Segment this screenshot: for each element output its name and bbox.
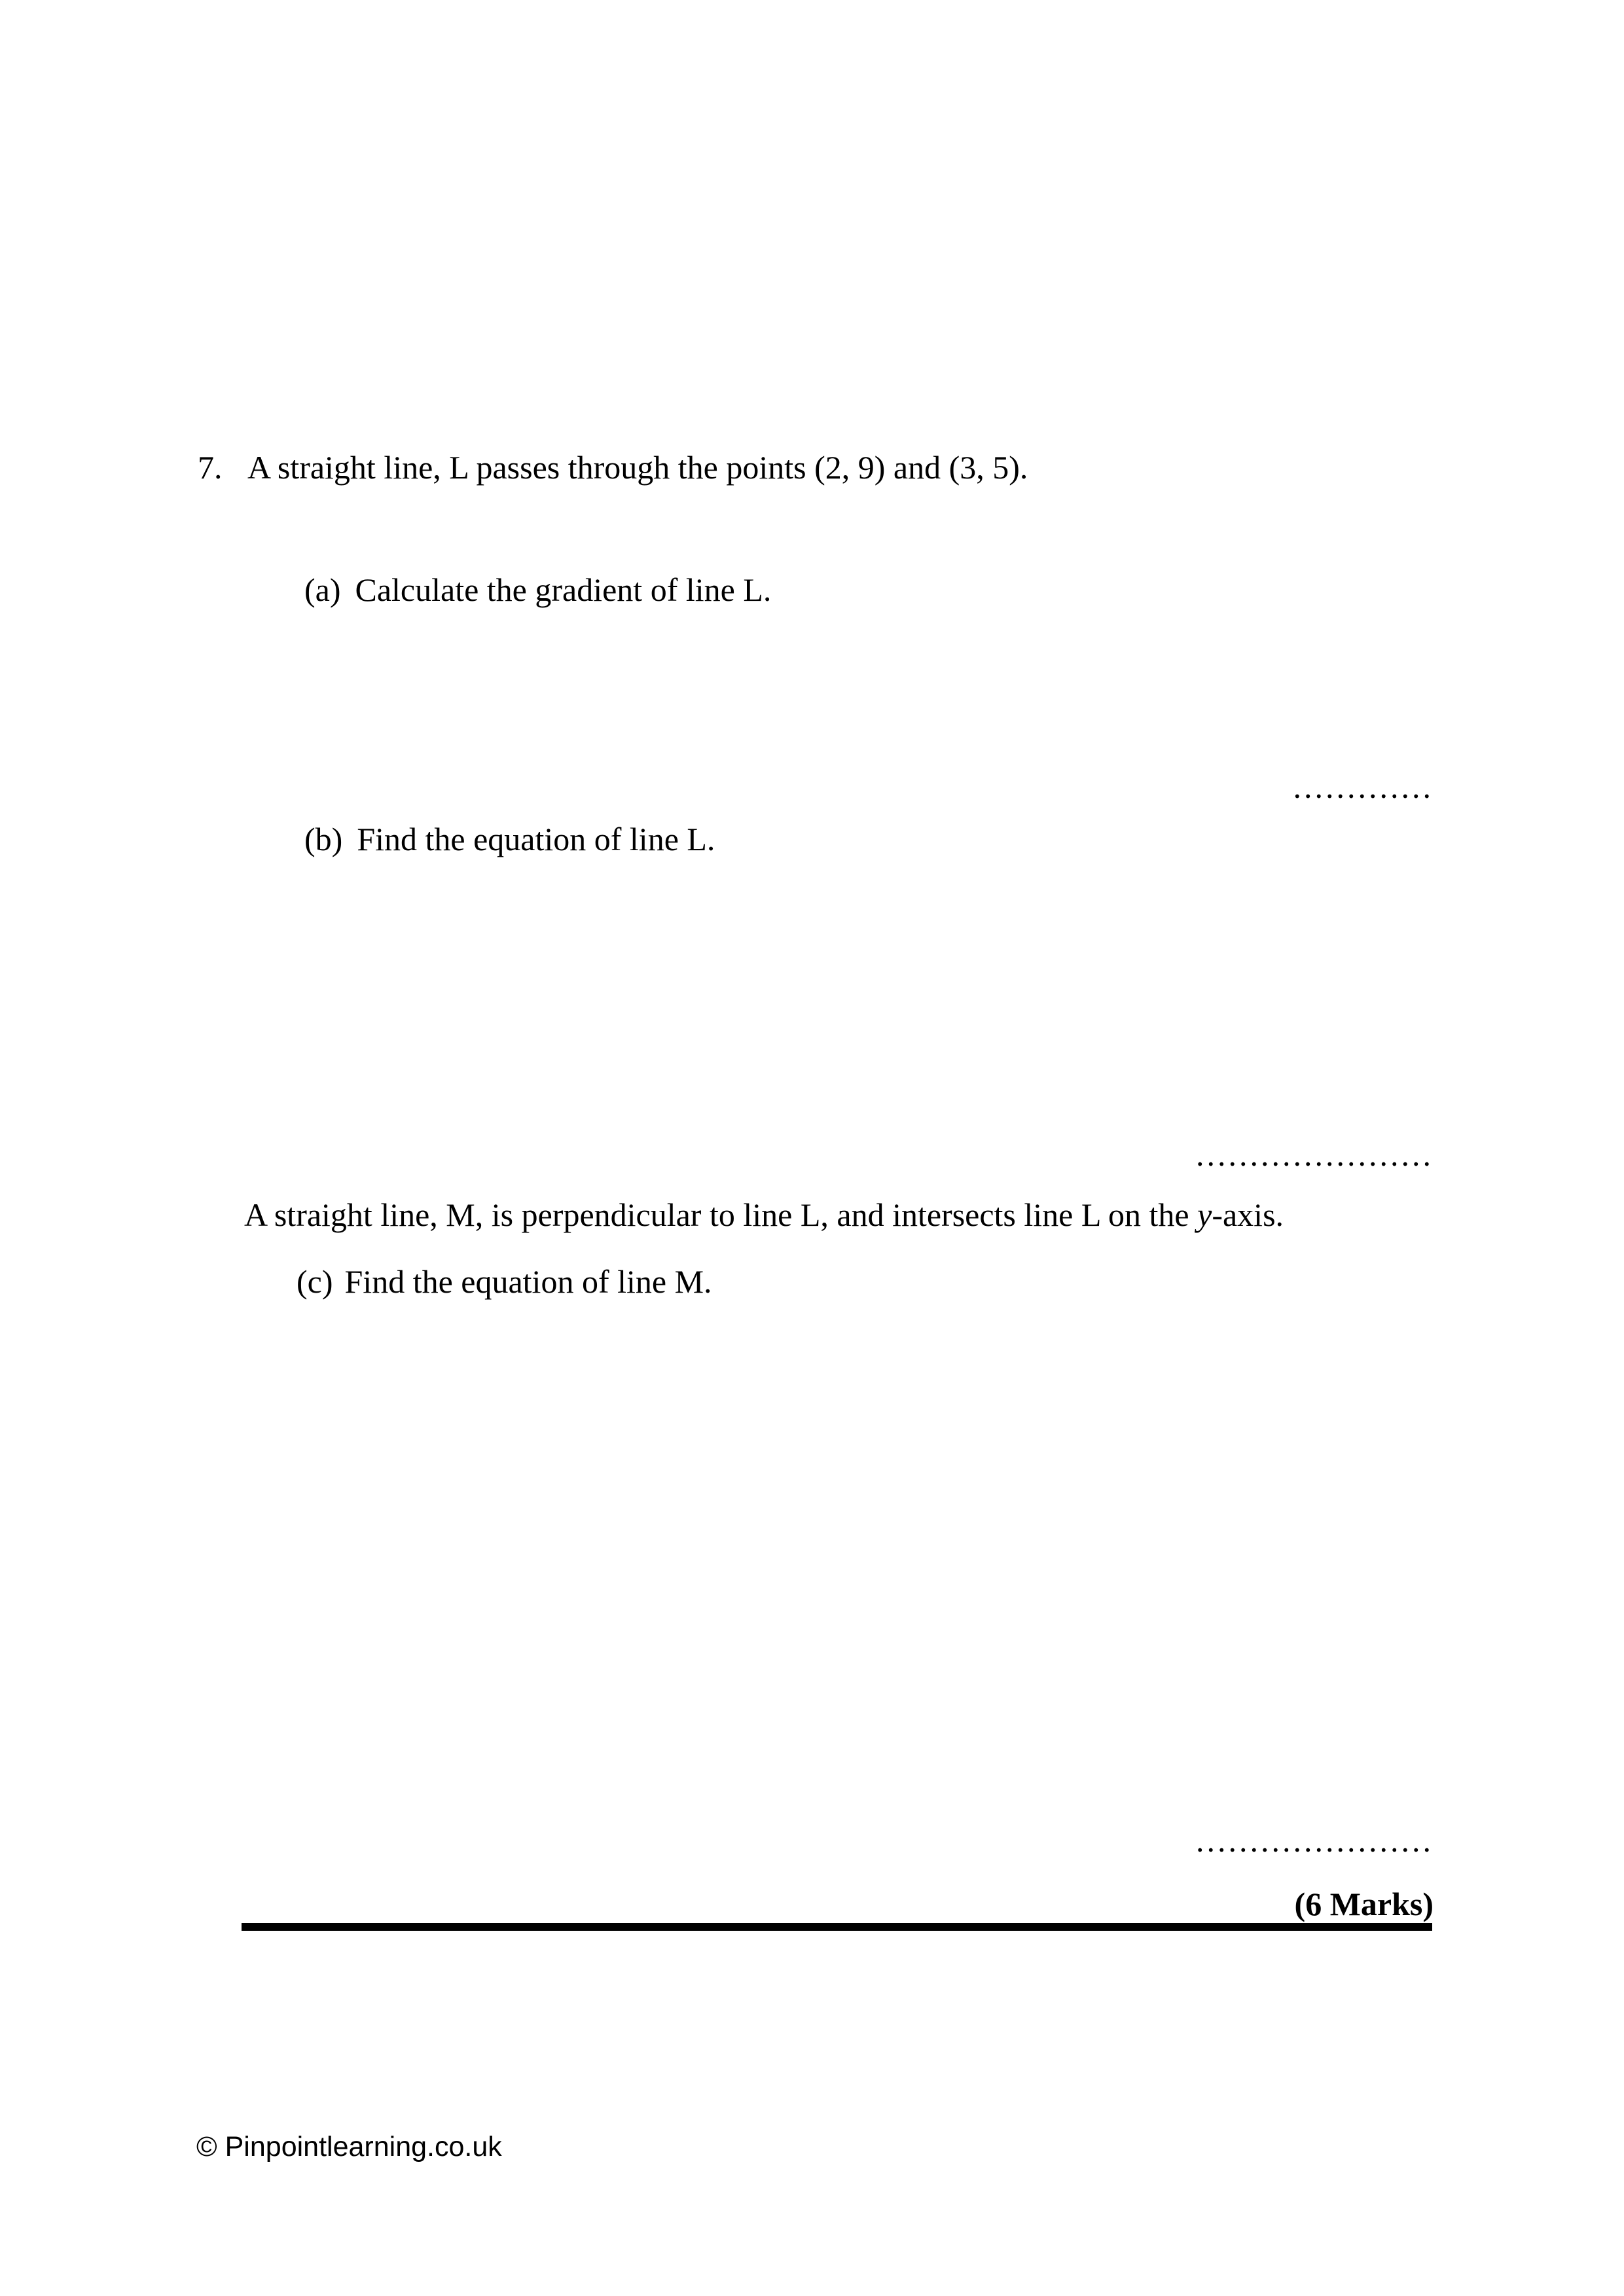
question-text: A straight line, L passes through the points (2, 9) and (3, 5). [247, 449, 1028, 486]
footer-copyright: © Pinpointlearning.co.uk [196, 2131, 502, 2162]
answer-dotted-line-a: ............. [1293, 768, 1434, 805]
part-c-text: Find the equation of line M. [344, 1263, 712, 1300]
statement-before: A straight line, M, is perpendicular to line L, and intersects line L on the [244, 1196, 1198, 1233]
statement-line-m [244, 1198, 1284, 1231]
part-b-text: Find the equation of line L. [357, 821, 715, 857]
question-7-line [198, 451, 1028, 484]
part-a-text: Calculate the gradient of line L. [355, 571, 772, 608]
part-a-label: (a) [304, 571, 341, 608]
question-number: 7. [198, 449, 223, 486]
question-divider-rule [242, 1923, 1432, 1931]
part-b-label: (b) [304, 821, 343, 857]
statement-after: -axis. [1212, 1196, 1284, 1233]
question-part-c [297, 1265, 712, 1298]
statement-italic-y: y [1197, 1196, 1212, 1233]
question-part-a [304, 573, 771, 606]
marks-label: (6 Marks) [1294, 1886, 1434, 1922]
question-part-b [304, 823, 715, 855]
part-c-label: (c) [297, 1263, 333, 1300]
answer-dotted-line-c: ...................... [1196, 1822, 1434, 1859]
answer-dotted-line-b: ...................... [1196, 1136, 1434, 1173]
